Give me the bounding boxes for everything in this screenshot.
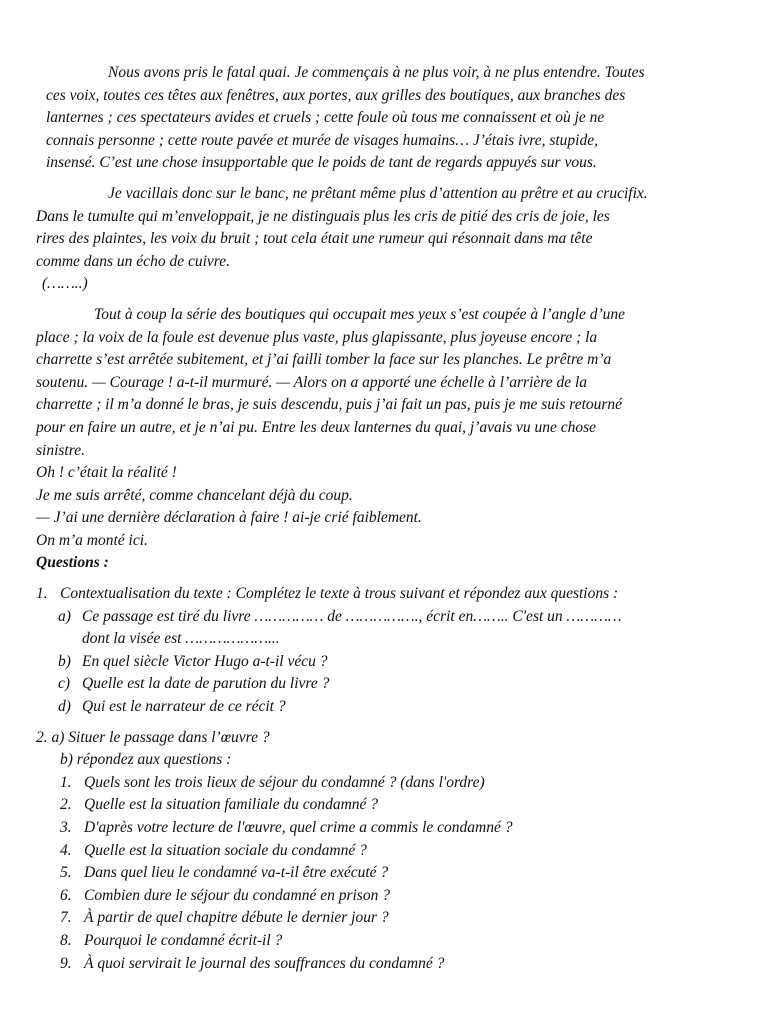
paragraph-3-line: charrette s’est arrêtée subitement, et j’ai failli tomber la face sur les planches. Le prêtre m’a xyxy=(36,351,612,369)
paragraph-1-line: lanternes ; ces spectateurs avides et cruels ; cette foule où tous me connaissent et où je ne xyxy=(46,109,605,127)
paragraph-3-line: — J’ai une dernière déclaration à faire ! ai-je crié faiblement. xyxy=(36,509,422,527)
paragraph-1-line: connais personne ; cette route pavée et murée de visages humains… J’étais ivre, stupide, xyxy=(46,131,598,149)
paragraph-3-line: Je me suis arrêté, comme chancelant déjà du coup. xyxy=(36,486,353,504)
omission-marker: (……..) xyxy=(42,275,88,293)
list-item: 4. Quelle est la situation sociale du condamné ? xyxy=(60,841,367,859)
document-page xyxy=(36,62,746,975)
paragraph-3-line: soutenu. — Courage ! a-t-il murmuré. — Alors on a apporté une échelle à l’arrière de la xyxy=(36,373,588,391)
paragraph-3-line: pour en faire un autre, et je n’ai pu. Entre les deux lanternes du quai, j’avais vu une chose xyxy=(36,418,597,436)
paragraph-1 xyxy=(46,62,746,175)
sub-question-text: Quelle est la date de parution du livre ? xyxy=(82,675,330,693)
question-2-header: 2. a) Situer le passage dans l’œuvre ? xyxy=(36,728,270,746)
paragraph-3-line: sinistre. xyxy=(36,441,85,459)
list-item: 8. Pourquoi le condamné écrit-il ? xyxy=(60,931,283,949)
list-item: 6. Combien dure le séjour du condamné en prison ? xyxy=(60,886,390,904)
sub-question-text: Qui est le narrateur de ce récit ? xyxy=(82,698,286,716)
paragraph-3-line: Oh ! c’était la réalité ! xyxy=(36,464,177,482)
paragraph-3-line: Tout à coup la série des boutiques qui occupait mes yeux s’est coupée à l’angle d’une xyxy=(94,305,626,323)
sub-question xyxy=(36,696,746,719)
sub-question xyxy=(36,673,746,696)
question-text: Contextualisation du texte : Complétez le texte à trous suivant et répondez aux questions : xyxy=(60,585,619,603)
list-item: 1. Quels sont les trois lieux de séjour du condamné ? (dans l'ordre) xyxy=(60,773,485,791)
list-item: 5. Dans quel lieu le condamné va-t-il être exécuté ? xyxy=(60,864,389,882)
paragraph-2-line: Dans le tumulte qui m’enveloppait, je ne distinguais plus les cris de pitié des cris de joie, les xyxy=(36,207,610,225)
paragraph-2-line: Je vacillais donc sur le banc, ne prêtant même plus d’attention au prêtre et au crucifix. xyxy=(108,184,648,202)
paragraph-3-line: charrette ; il m’a donné le bras, je suis descendu, puis j’ai fait un pas, puis je me suis retourné xyxy=(36,396,623,414)
sub-question-letter: b) xyxy=(58,652,71,670)
list-item: 2. Quelle est la situation familiale du condamné ? xyxy=(60,796,379,814)
paragraph-1-line: insensé. C’est une chose insupportable que le poids de tant de regards appuyés sur vous. xyxy=(46,154,597,172)
question-number: 1. xyxy=(36,585,48,603)
paragraph-2-line: comme dans un écho de cuivre. xyxy=(36,252,230,270)
paragraph-1-line: Nous avons pris le fatal quai. Je commençais à ne plus voir, à ne plus entendre. Toutes xyxy=(108,64,645,81)
list-item: 9. À quoi servirait le journal des souffrances du condamné ? xyxy=(60,954,445,972)
sub-question xyxy=(36,651,746,674)
sub-question-text: Ce passage est tiré du livre …………… de ……………., écrit en…….. C'est un ………… xyxy=(82,607,622,625)
questions-title: Questions : xyxy=(36,554,109,572)
sub-question-continuation: dont la visée est ………………... xyxy=(82,630,280,648)
question-1 xyxy=(36,583,746,719)
list-item: 3. D'après votre lecture de l'œuvre, quel crime a commis le condamné ? xyxy=(60,819,513,836)
sub-question-letter: a) xyxy=(58,607,71,625)
paragraph-3-line: place ; la voix de la foule est devenue plus vaste, plus glapissante, plus joyeuse encore ; la xyxy=(36,328,598,346)
sub-question-text: En quel siècle Victor Hugo a-t-il vécu ? xyxy=(82,652,328,670)
list-item: 7. À partir de quel chapitre débute le dernier jour ? xyxy=(60,909,389,927)
question-2 xyxy=(36,727,746,976)
paragraph-3-line: On m’a monté ici. xyxy=(36,531,148,549)
sub-question xyxy=(36,606,746,629)
paragraph-3 xyxy=(36,304,746,553)
sub-question-letter: c) xyxy=(58,675,71,693)
paragraph-1-line: ces voix, toutes ces têtes aux fenêtres, aux portes, aux grilles des boutiques, aux branches des xyxy=(46,86,626,104)
paragraph-2 xyxy=(36,183,746,273)
paragraph-2-line: rires des plaintes, les voix du bruit ; tout cela était une rumeur qui résonnait dans ma tête xyxy=(36,230,593,248)
question-2-b: b) répondez aux questions : xyxy=(60,751,232,769)
sub-question-letter: d) xyxy=(58,698,71,716)
